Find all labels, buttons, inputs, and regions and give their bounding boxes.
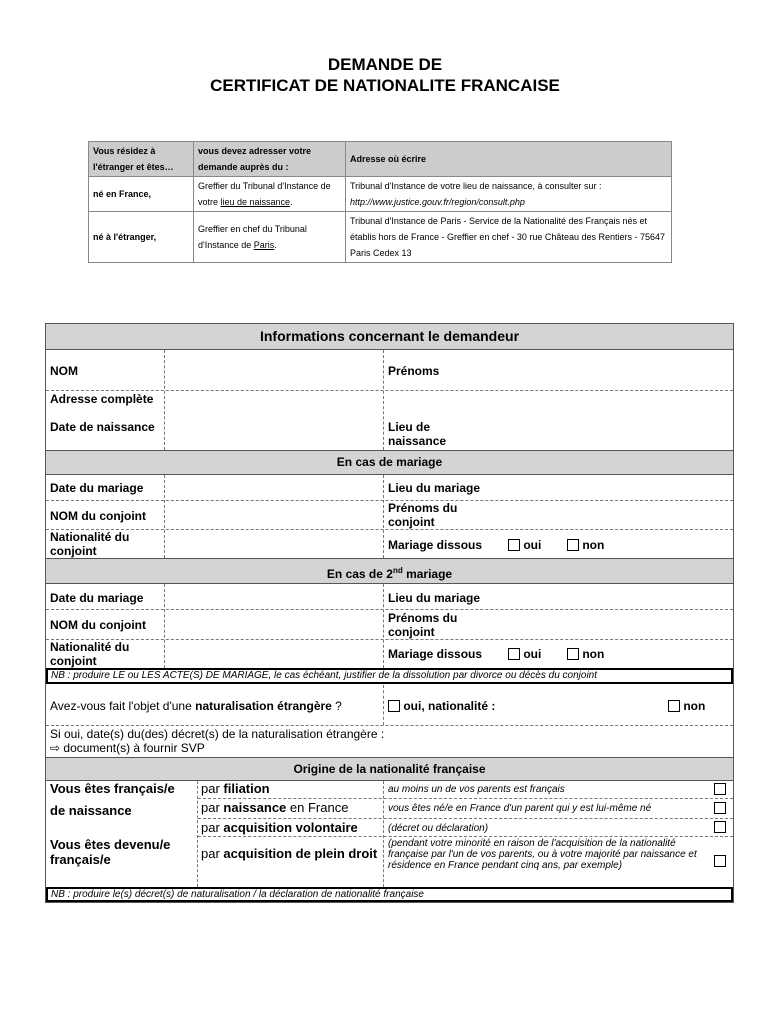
address-table	[88, 141, 672, 263]
mariage2-dissous-oui[interactable]: oui	[508, 647, 541, 661]
desc-naissance: vous êtes né/e en France d'un parent qui y est lui-même né	[388, 803, 652, 814]
header-adresser: vous devez adresser votre demande auprès du :	[194, 142, 346, 177]
prenoms-label: Prénoms	[388, 364, 440, 378]
nationalite-conjoint-label: Nationalité du conjoint	[50, 530, 130, 558]
prenoms-conjoint-label: Prénoms du conjoint	[388, 501, 458, 529]
nb-naturalisation: NB : produire le(s) décret(s) de naturalisation / la déclaration de nationalité française	[46, 887, 733, 902]
mariage2-header: En cas de 2nd mariage	[46, 559, 733, 583]
row-ne-a-etranger: né à l'étranger,	[89, 212, 194, 263]
decrets-line-2: ⇨ document(s) à fournir SVP	[50, 741, 205, 755]
header-adresse: Adresse où écrire	[346, 142, 672, 177]
mariage2-dissous-label: Mariage dissous	[388, 647, 483, 661]
lieu-naissance-label: Lieu de naissance	[388, 420, 447, 448]
row-ne-en-france: né en France,	[89, 177, 194, 212]
acquisition-plein-droit-checkbox[interactable]	[714, 855, 726, 867]
adresse-france: Tribunal d'Instance de votre lieu de naissance, à consulter sur : http://www.justice.gouv.fr/region/consult.php	[346, 177, 672, 212]
par-filiation: par filiation	[201, 781, 270, 796]
paris-link[interactable]: Paris	[253, 240, 275, 250]
address-row-etranger	[89, 212, 672, 263]
desc-plein-droit: (pendant votre minorité en raison de l'acquisition de la nationalité française par l'un de vos parents, ou à votre majorité par naissance et résidence en France pendant cinq ans, par exemple)	[388, 838, 697, 871]
desc-filiation: au moins un de vos parents est français	[388, 784, 565, 795]
title-line-1: DEMANDE DE	[327, 55, 443, 74]
date-naissance-field[interactable]	[165, 418, 382, 449]
mariage-dissous-non[interactable]: non	[567, 538, 604, 552]
prenoms-field[interactable]	[384, 380, 732, 390]
naturalisation-oui[interactable]: oui, nationalité :	[388, 699, 495, 713]
prenoms-conjoint2-label: Prénoms du conjoint	[388, 611, 458, 639]
page-title	[0, 54, 770, 96]
lieu-naissance-link[interactable]: lieu de naissance	[220, 197, 291, 207]
devenu-francais-line-1: Vous êtes devenu/e	[50, 837, 171, 852]
mariage-header: En cas de mariage	[46, 451, 733, 474]
date-mariage-label: Date du mariage	[50, 481, 144, 495]
adresse-label: Adresse complète	[50, 392, 154, 406]
lieu-mariage-label: Lieu du mariage	[388, 481, 481, 495]
oui-checkbox[interactable]	[508, 648, 520, 660]
title-line-2: CERTIFICAT DE NATIONALITE FRANCAISE	[210, 76, 560, 95]
par-acquisition-volontaire: par acquisition volontaire	[201, 820, 358, 835]
nb-mariage: NB : produire LE ou LES ACTE(S) DE MARIAGE, le cas échéant, justifier de la dissolution par divorce ou décès du conjoint	[46, 668, 733, 684]
consult-url[interactable]: http://www.justice.gouv.fr/region/consult.php	[350, 197, 525, 207]
form-header: Informations concernant le demandeur	[46, 324, 733, 349]
naissance-checkbox[interactable]	[714, 802, 726, 814]
mariage2-dissous-non[interactable]: non	[567, 647, 604, 661]
oui-checkbox[interactable]	[508, 539, 520, 551]
date-mariage2-label: Date du mariage	[50, 591, 144, 605]
nom-conjoint2-label: NOM du conjoint	[50, 618, 146, 632]
non-checkbox[interactable]	[567, 539, 579, 551]
nationalite-conjoint2-label: Nationalité du conjoint	[50, 640, 130, 668]
devenu-francais-line-2: français/e	[50, 852, 111, 867]
naturalisation-question: Avez-vous fait l'objet d'une naturalisation étrangère ?	[50, 699, 342, 713]
greffier-paris: Greffier en chef du Tribunal d'Instance de Paris.	[194, 212, 346, 263]
francais-naissance-line-2: de naissance	[50, 803, 132, 818]
mariage-dissous-oui[interactable]: oui	[508, 538, 541, 552]
adresse-field[interactable]	[165, 391, 732, 418]
decrets-line-1: Si oui, date(s) du(des) décret(s) de la naturalisation étrangère :	[50, 727, 385, 741]
filiation-checkbox[interactable]	[714, 783, 726, 795]
non-checkbox[interactable]	[567, 648, 579, 660]
mariage-dissous-label: Mariage dissous	[388, 538, 483, 552]
address-row-france	[89, 177, 672, 212]
lieu-mariage2-label: Lieu du mariage	[388, 591, 481, 605]
par-naissance: par naissance en France	[201, 800, 349, 815]
nom-field[interactable]	[165, 350, 382, 390]
nom-label: NOM	[50, 364, 78, 378]
francais-naissance-line-1: Vous êtes français/e	[50, 781, 175, 796]
address-table-header	[89, 142, 672, 177]
lieu-naissance-field[interactable]	[470, 418, 732, 449]
naturalisation-non[interactable]: non	[668, 699, 705, 713]
greffier-lieu-naissance: Greffier du Tribunal d'Instance de votre lieu de naissance.	[194, 177, 346, 212]
desc-volontaire: (décret ou déclaration)	[388, 823, 489, 834]
par-acquisition-plein-droit: par acquisition de plein droit	[201, 846, 378, 861]
adresse-paris: Tribunal d'Instance de Paris - Service de la Nationalité des Français nés et établis hors de France - Greffier en chef - 30 rue Château des Rentiers - 75647 Paris Cedex 13	[346, 212, 672, 263]
header-residence: Vous résidez à l'étranger et êtes…	[89, 142, 194, 177]
date-naissance-label: Date de naissance	[50, 420, 155, 434]
non-checkbox[interactable]	[668, 700, 680, 712]
oui-checkbox[interactable]	[388, 700, 400, 712]
acquisition-volontaire-checkbox[interactable]	[714, 821, 726, 833]
origine-header: Origine de la nationalité française	[46, 758, 733, 780]
nom-conjoint-label: NOM du conjoint	[50, 509, 146, 523]
